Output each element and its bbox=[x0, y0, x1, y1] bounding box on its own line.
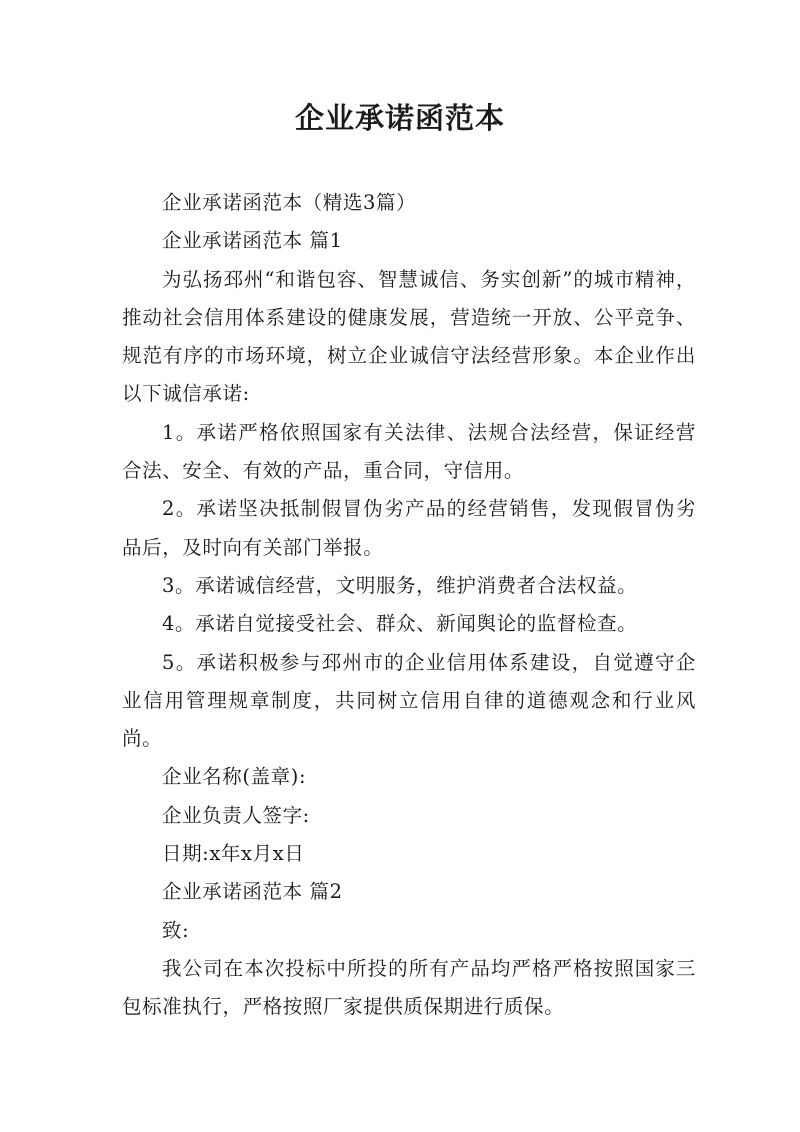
paragraph-section-2-body: 我公司在本次投标中所投的所有产品均严格严格按照国家三包标准执行，严格按照厂家提供质保期进行质保。 bbox=[122, 956, 696, 1019]
paragraph-item-1: 1。承诺严格依照国家有关法律、法规合法经营，保证经营合法、安全、有效的产品，重合同，守信用。 bbox=[122, 420, 696, 483]
paragraph-salutation: 致: bbox=[161, 918, 190, 942]
paragraph-item-3: 3。承诺诚信经营，文明服务，维护消费者合法权益。 bbox=[161, 573, 638, 597]
paragraph-company-name: 企业名称(盖章): bbox=[161, 765, 307, 789]
paragraph-intro: 为弘扬邳州“和谐包容、智慧诚信、务实创新”的城市精神，推动社会信用体系建设的健康发展，营造统一开放、公平竞争、规范有序的市场环境，树立企业诚信守法经营形象。本企业作出以下诚信承诺: bbox=[122, 267, 696, 406]
document-title: 企业承诺函范本 bbox=[294, 101, 505, 135]
document-body bbox=[122, 184, 696, 1027]
paragraph-subtitle: 企业承诺函范本（精选3篇） bbox=[161, 191, 417, 214]
paragraph-item-2: 2。承诺坚决抵制假冒伪劣产品的经营销售，发现假冒伪劣品后，及时向有关部门举报。 bbox=[122, 497, 696, 559]
paragraph-section-2-heading: 企业承诺函范本 篇2 bbox=[161, 880, 343, 904]
paragraph-signature: 企业负责人签字: bbox=[161, 803, 310, 827]
paragraph-date: 日期:x年x月x日 bbox=[161, 842, 305, 866]
paragraph-item-4: 4。承诺自觉接受社会、群众、新闻舆论的监督检查。 bbox=[161, 612, 638, 636]
paragraph-item-5: 5。承诺积极参与邳州市的企业信用体系建设，自觉遵守企业信用管理规章制度，共同树立信用自律的道德观念和行业风尚。 bbox=[122, 650, 696, 751]
paragraph-section-1-heading: 企业承诺函范本 篇1 bbox=[161, 229, 343, 253]
